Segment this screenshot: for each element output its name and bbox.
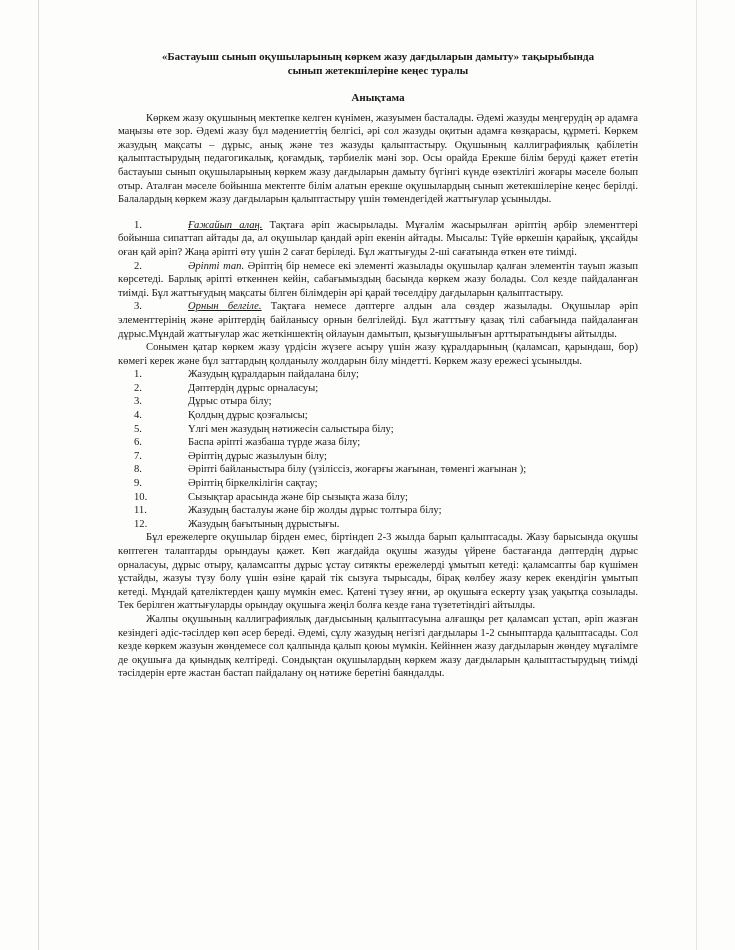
rule-number: 3.: [134, 396, 142, 408]
section-heading: Анықтама: [351, 92, 405, 104]
exercise-name: Ғажайып алаң.: [188, 219, 263, 231]
intro-paragraph: Көркем жазу оқушының мектепке келген күнімен, жазуымен басталады. Әдемі жазуды меңгерудің әр адамға маңызы өте зор. Әдемі жазу бұл мәдениеттің белгісі, әрі сол жазуды оқитын адамға көзқарасы, құрметі. Көркем жазудың мақсаты – дұрыс, анық және тез жазуды қалыптастыру. Оқушының каллиграфиялық қабілетін қалыптастырудың педагогикалық, қоғамдық, тәрбиелік мәні зор. Осы орайда Ерекше білім беруді қажет ететін бастауыш сынып оқушыларының көркем жазу дағдыларын дамыту бүгінгі күнде өзектілігі жоғары мәселе болып отыр. Аталған мәселе бойынша мектепте білім алатын ерекше оқушылардың сынып жетекшілеріне кеңес берілді. Балалардың көркем жазу дағдыларын қалыптастыру үшін төмендегідей жаттығулар ұсынылды.: [118, 112, 638, 206]
rule-number: 7.: [134, 450, 142, 462]
exercise-name: Орнын белгіле.: [188, 301, 262, 313]
document-title: [118, 50, 638, 78]
list-item: [118, 518, 638, 532]
rule-text: Әріпті байланыстыра білу (үзіліссіз, жоғарғы жағынан, төменгі жағынан );: [188, 464, 527, 476]
list-item: [118, 368, 638, 382]
list-item: [118, 504, 638, 518]
list-item: [118, 463, 638, 477]
document-body: [118, 50, 638, 681]
rules-list: [118, 368, 638, 531]
rule-text: Әріптің дұрыс жазылуын білу;: [188, 450, 327, 462]
exercise-text: Тақтаға әріп жасырылады. Мұғалім жасырылған әріптің әрбір элементтері бойынша сипаттап айтады да, ал оқушылар қандай әріп екенін айтады. Мысалы: Түйе өркешін қарайық, ұқсайды оған қай әріп? Жаңа әріпті өту үшін 2 сағат беріледі. Бұл жаттығуды 2-ші сағатында өткен өте тиімді.: [118, 219, 638, 258]
list-item: [118, 491, 638, 505]
list-item: [118, 409, 638, 423]
exercise-number: 3.: [134, 301, 142, 313]
rule-number: 5.: [134, 423, 142, 435]
exercise-paragraph: [118, 260, 638, 301]
list-item: [118, 382, 638, 396]
rule-text: Баспа әріпті жазбаша түрде жаза білу;: [188, 437, 361, 449]
rule-text: Әріптің біркелкілігін сақтау;: [188, 478, 318, 490]
tools-paragraph: Сонымен қатар көркем жазу үрдісін жүзеге асыру үшін жазу құралдарының (қаламсап, қарындаш, бор) көмегі керек және бұл заттардың қолданылу жолдарын білу міндетті. Көркем жазу ережесі ұсынылды.: [118, 342, 638, 367]
exercise-number: 1.: [134, 219, 142, 231]
conclusion-paragraph: Жалпы оқушының каллиграфиялық дағдысының қалыптасуына алғашқы рет қаламсап ұстап, әріп жазған кезіндегі әдіс-тәсілдер көп әсер береді. Әдемі, сұлу жазудың негізгі дағдылары 1-2 сыныптарда қалыптасады. Сол кезде көркем жазуын жөндемесе сол қалпында қалып қоюы мүмкін. Кейіннен жазу дағдыларын жөндеу мұғалімге де оқушыға да қиындық келтіреді. Сондықтан оқушылардың көркем жазу дағдыларын қалыптастырудың тиімді тәсілдерін ерте жастан бастап пайдалану оң нәтиже беретіні баяндалды.: [118, 613, 638, 680]
rule-text: Дәптердің дұрыс орналасуы;: [188, 382, 319, 394]
scan-left-edge: [38, 0, 39, 950]
rule-text: Жазудың басталуы және бір жолды дұрыс толтыра білу;: [188, 505, 442, 517]
rule-number: 11.: [134, 505, 147, 517]
title-line: «Бастауыш сынып оқушыларының көркем жазу дағдыларын дамыту» тақырыбында: [161, 51, 595, 63]
scan-right-edge: [696, 0, 697, 950]
exercise-number: 2.: [134, 260, 142, 272]
rule-number: 6.: [134, 437, 142, 449]
rule-number: 10.: [134, 491, 148, 503]
rule-text: Жазудың бағытының дұрыстығы.: [188, 518, 340, 530]
exercise-text: Тақтаға немесе дәптерге алдын ала сөздер жазылады. Оқушылар әріп элементтерінің және әріптердің байланысу орнын белгілейді. Бұл жатттығу қазақ тілі сабағында пайдаланған дұрыс.Мұндай жаттығулар жас жеткіншектің ойлауын дамытып, қызығушылығын арттыратындығы айтылды.: [118, 301, 638, 340]
rule-text: Дұрыс отыра білу;: [188, 396, 272, 408]
rule-text: Сызықтар арасында және бір сызықта жаза білу;: [188, 491, 408, 503]
exercise-paragraph: [118, 300, 638, 341]
list-item: [118, 477, 638, 491]
list-item: [118, 436, 638, 450]
rule-number: 4.: [134, 410, 142, 422]
rules-paragraph: Бұл ережелерге оқушылар бірден емес, біртіндеп 2-3 жылда барып қалыптасады. Жазу барысында оқушы көптеген талаптарды орындауы қажет. Көп жағдайда оқушы жазуды үйрене бастағанда дәптердің дұрыс орналасуы, дұрыс отыру, қаламсапты дұрыс ұстау ситякты ережелерді ұмытып кетеді: қаламсапты бар күшімен ұстайды, жазуы түзу болу үшін өзіне қарай тік сызуға тырысады, бірақ көлбеу жазу керек екендігін ұмытып кетеді. Мұндай қателіктерден қашу мүмкін емес. Қатені түзеу яғни, әр оқушыға ескерту ұзақ уақытқа созылады. Тек берілген жаттығуларды орындау оқушыға жеңіл болға кезде ғана түзететіндігі айтылды.: [118, 532, 638, 612]
rule-number: 2.: [134, 382, 142, 394]
rule-number: 1.: [134, 369, 142, 381]
rule-text: Жазудың құралдарын пайдалана білу;: [188, 369, 359, 381]
rule-text: Қолдың дұрыс қозғалысы;: [188, 410, 308, 422]
title-line: сынып жетекшілеріне кеңес туралы: [287, 65, 469, 77]
rule-text: Үлгі мен жазудың нәтижесін салыстыра білу;: [188, 423, 394, 435]
rule-number: 9.: [134, 478, 142, 490]
exercise-name: Әріпті тап.: [188, 260, 245, 272]
exercise-text: Әріптің бір немесе екі элементі жазылады оқушылар қалған элементін тауып жазып көрсетеді. Барлық әріпті өткеннен кейін, сабағымыздың басында көркем жазу болады. Сол кезде пайдаланған тиімді. Бұл жаттығудың мақсаты білген білімдерін әрі қарай төселдіру дағдыларын қалыптастыру.: [118, 260, 638, 299]
list-item: [118, 395, 638, 409]
rule-number: 12.: [134, 518, 148, 530]
list-item: [118, 423, 638, 437]
rule-number: 8.: [134, 464, 142, 476]
exercise-paragraph: [118, 219, 638, 260]
list-item: [118, 450, 638, 464]
